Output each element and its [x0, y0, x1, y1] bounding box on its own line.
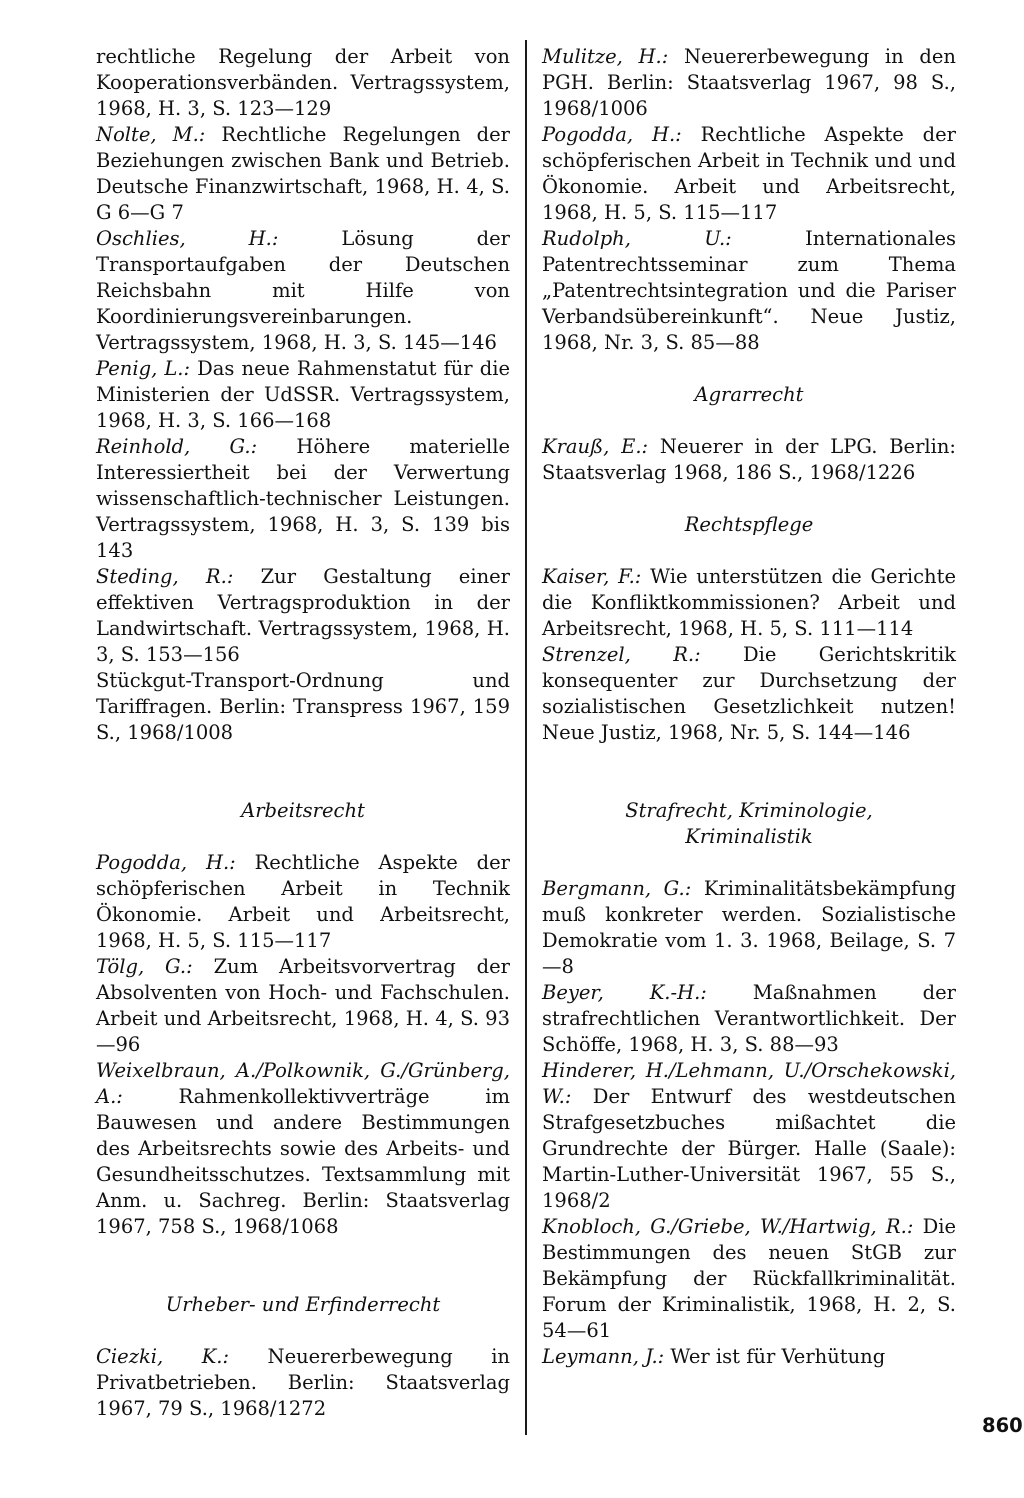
- entry-text: Rechtliche Aspekte der schöpferischen Arbeit in Technik Ökonomie. Arbeit und Arbeitsrecht, 1968, H. 5, S. 115—117: [96, 851, 510, 952]
- entry-list: [542, 876, 956, 1370]
- bibliography-entry: [542, 980, 956, 1058]
- bibliography-entry: [542, 434, 956, 486]
- bibliography-entry: [96, 226, 510, 356]
- entry-author: Mulitze, H.:: [542, 45, 669, 68]
- bibliography-entry: [96, 122, 510, 226]
- entry-text: Der Entwurf des westdeutschen Strafgesetzbuches mißachtet die Grundrechte der Bürger. Halle (Saale): Martin-Luther-Universität 1967, 55 S., 1968/2: [542, 1085, 956, 1212]
- bibliography-entry: [96, 668, 510, 746]
- entry-list: [542, 564, 956, 746]
- bibliography-entry: [542, 226, 956, 356]
- entry-text: Die Bestimmungen des neuen StGB zur Bekämpfung der Rückfallkriminalität. Forum der Kriminalistik, 1968, H. 2, S. 54—61: [542, 1215, 956, 1342]
- entry-text: Wer ist für Verhütung: [664, 1345, 886, 1368]
- entry-list: [542, 44, 956, 356]
- entry-text: Das neue Rahmenstatut für die Ministerien der UdSSR. Vertragssystem, 1968, H. 3, S. 166—168: [96, 357, 510, 432]
- entry-text: Lösung der Transportaufgaben der Deutschen Reichsbahn mit Hilfe von Koordinierungsvereinbarungen. Vertragssystem, 1968, H. 3, S. 145—146: [96, 227, 510, 354]
- entry-text: Internationales Patentrechtsseminar zum Thema „Patentrechtsintegration und die Pariser Verbandsübereinkunft“. Neue Justiz, 1968, Nr. 3, S. 85—88: [542, 227, 956, 354]
- entry-author: Hinderer, H./Lehmann, U./Orschekowski, W.:: [542, 1059, 956, 1108]
- entry-author: Leymann, J.:: [542, 1345, 665, 1368]
- entry-continuation: rechtliche Regelung der Arbeit von Kooperationsverbänden. Vertragssystem, 1968, H. 3, S. 123—129: [96, 45, 510, 120]
- entry-author: Strenzel, R.:: [542, 643, 701, 666]
- entry-author: Ciezki, K.:: [96, 1345, 230, 1368]
- entry-author: Pogodda, H.:: [96, 851, 236, 874]
- bibliography-entry: [542, 122, 956, 226]
- entry-list: [96, 122, 510, 746]
- entry-author: Pogodda, H.:: [542, 123, 682, 146]
- entry-author: Penig, L.:: [96, 357, 191, 380]
- entry-list: [96, 1344, 510, 1422]
- section-heading-agrarrecht: Agrarrecht: [694, 383, 804, 406]
- section-heading-rechtspflege: Rechtspflege: [684, 513, 814, 536]
- entry-text: Neuerer in der LPG. Berlin: Staatsverlag 1968, 186 S., 1968/1226: [542, 435, 956, 484]
- entry-text: Wie unterstützen die Gerichte die Konfliktkommissionen? Arbeit und Arbeitsrecht, 1968, H. 5, S. 111—114: [542, 565, 956, 640]
- bibliography-entry: [96, 850, 510, 954]
- bibliography-entry: [96, 434, 510, 564]
- entry-text: Zur Gestaltung einer effektiven Vertragsproduktion in der Landwirtschaft. Vertragssystem, 1968, H. 3, S. 153—156: [96, 565, 511, 666]
- section-heading-arbeitsrecht: Arbeitsrecht: [241, 799, 365, 822]
- entry-text: Rahmenkollektivverträge im Bauwesen und andere Bestimmungen des Arbeitsrechts sowie des Arbeits- und Gesundheitsschutzes. Textsammlung mit Anm. u. Sachreg. Berlin: Staatsverlag 1967, 758 S., 1968/1068: [96, 1085, 510, 1238]
- entry-author: Weixelbraun, A./Polkownik, G./Grünberg, A.:: [96, 1059, 510, 1108]
- bibliography-entry: [96, 1058, 510, 1240]
- entry-text: Maßnahmen der strafrechtlichen Verantwortlichkeit. Der Schöffe, 1968, H. 3, S. 88—93: [542, 981, 956, 1056]
- bibliography-entry: [542, 1344, 956, 1370]
- entry-text: Zum Arbeitsvorvertrag der Absolventen von Hoch- und Fachschulen. Arbeit und Arbeitsrecht, 1968, H. 4, S. 93—96: [96, 955, 510, 1056]
- entry-author: Reinhold, G.:: [96, 435, 258, 458]
- bibliography-entry: [542, 876, 956, 980]
- entry-text: Neuererbewegung in Privatbetrieben. Berlin: Staatsverlag 1967, 79 S., 1968/1272: [96, 1345, 510, 1420]
- bibliography-entry: [96, 1344, 510, 1422]
- entry-author: Tölg, G.:: [96, 955, 193, 978]
- entry-author: Knobloch, G./Griebe, W./Hartwig, R.:: [542, 1215, 914, 1238]
- section-heading-strafrecht: Strafrecht, Kriminologie,: [625, 799, 873, 822]
- section-heading-strafrecht-line2: Kriminalistik: [685, 825, 813, 848]
- entry-text: Neuererbewegung in den PGH. Berlin: Staatsverlag 1967, 98 S., 1968/1006: [542, 45, 956, 120]
- entry-list: [542, 434, 956, 486]
- bibliography-entry: [542, 1058, 956, 1214]
- entry-author: Bergmann, G.:: [542, 877, 692, 900]
- entry-author: Beyer, K.-H.:: [542, 981, 707, 1004]
- section-heading-urheberrecht: Urheber- und Erfinderrecht: [165, 1293, 441, 1316]
- page-number: 860: [982, 1414, 1023, 1437]
- entry-author: Krauß, E.:: [542, 435, 649, 458]
- entry-text: Die Gerichtskritik konsequenter zur Durchsetzung der sozialistischen Gesetzlichkeit nutzen! Neue Justiz, 1968, Nr. 5, S. 144—146: [542, 643, 956, 744]
- column-divider: [525, 40, 527, 1435]
- entry-author: Oschlies, H.:: [96, 227, 279, 250]
- bibliography-entry: [96, 954, 510, 1058]
- entry-author: Steding, R.:: [96, 565, 234, 588]
- entry-text: Rechtliche Regelungen der Beziehungen zwischen Bank und Betrieb. Deutsche Finanzwirtschaft, 1968, H. 4, S. G 6—G 7: [96, 123, 510, 224]
- bibliography-entry: [542, 642, 956, 746]
- entry-list: [96, 850, 510, 1240]
- entry-author: Nolte, M.:: [96, 123, 206, 146]
- entry-text: Stückgut-Transport-Ordnung und Tariffragen. Berlin: Transpress 1967, 159 S., 1968/1008: [96, 669, 510, 744]
- left-column: [96, 44, 510, 1422]
- right-column: [542, 44, 956, 1370]
- bibliography-entry: [542, 1214, 956, 1344]
- entry-author: Rudolph, U.:: [542, 227, 732, 250]
- bibliography-entry: [542, 44, 956, 122]
- bibliography-entry: [96, 564, 510, 668]
- bibliography-entry: [542, 564, 956, 642]
- entry-text: Rechtliche Aspekte der schöpferischen Arbeit in Technik und und Ökonomie. Arbeit und Arbeitsrecht, 1968, H. 5, S. 115—117: [542, 123, 956, 224]
- entry-text: Kriminalitätsbekämpfung muß konkreter werden. Sozialistische Demokratie vom 1. 3. 1968, Beilage, S. 7—8: [542, 877, 956, 978]
- entry-text: Höhere materielle Interessiertheit bei der Verwertung wissenschaftlich-technischer Leistungen. Vertragssystem, 1968, H. 3, S. 139 bis 143: [96, 435, 510, 562]
- bibliography-entry: [96, 356, 510, 434]
- entry-author: Kaiser, F.:: [542, 565, 642, 588]
